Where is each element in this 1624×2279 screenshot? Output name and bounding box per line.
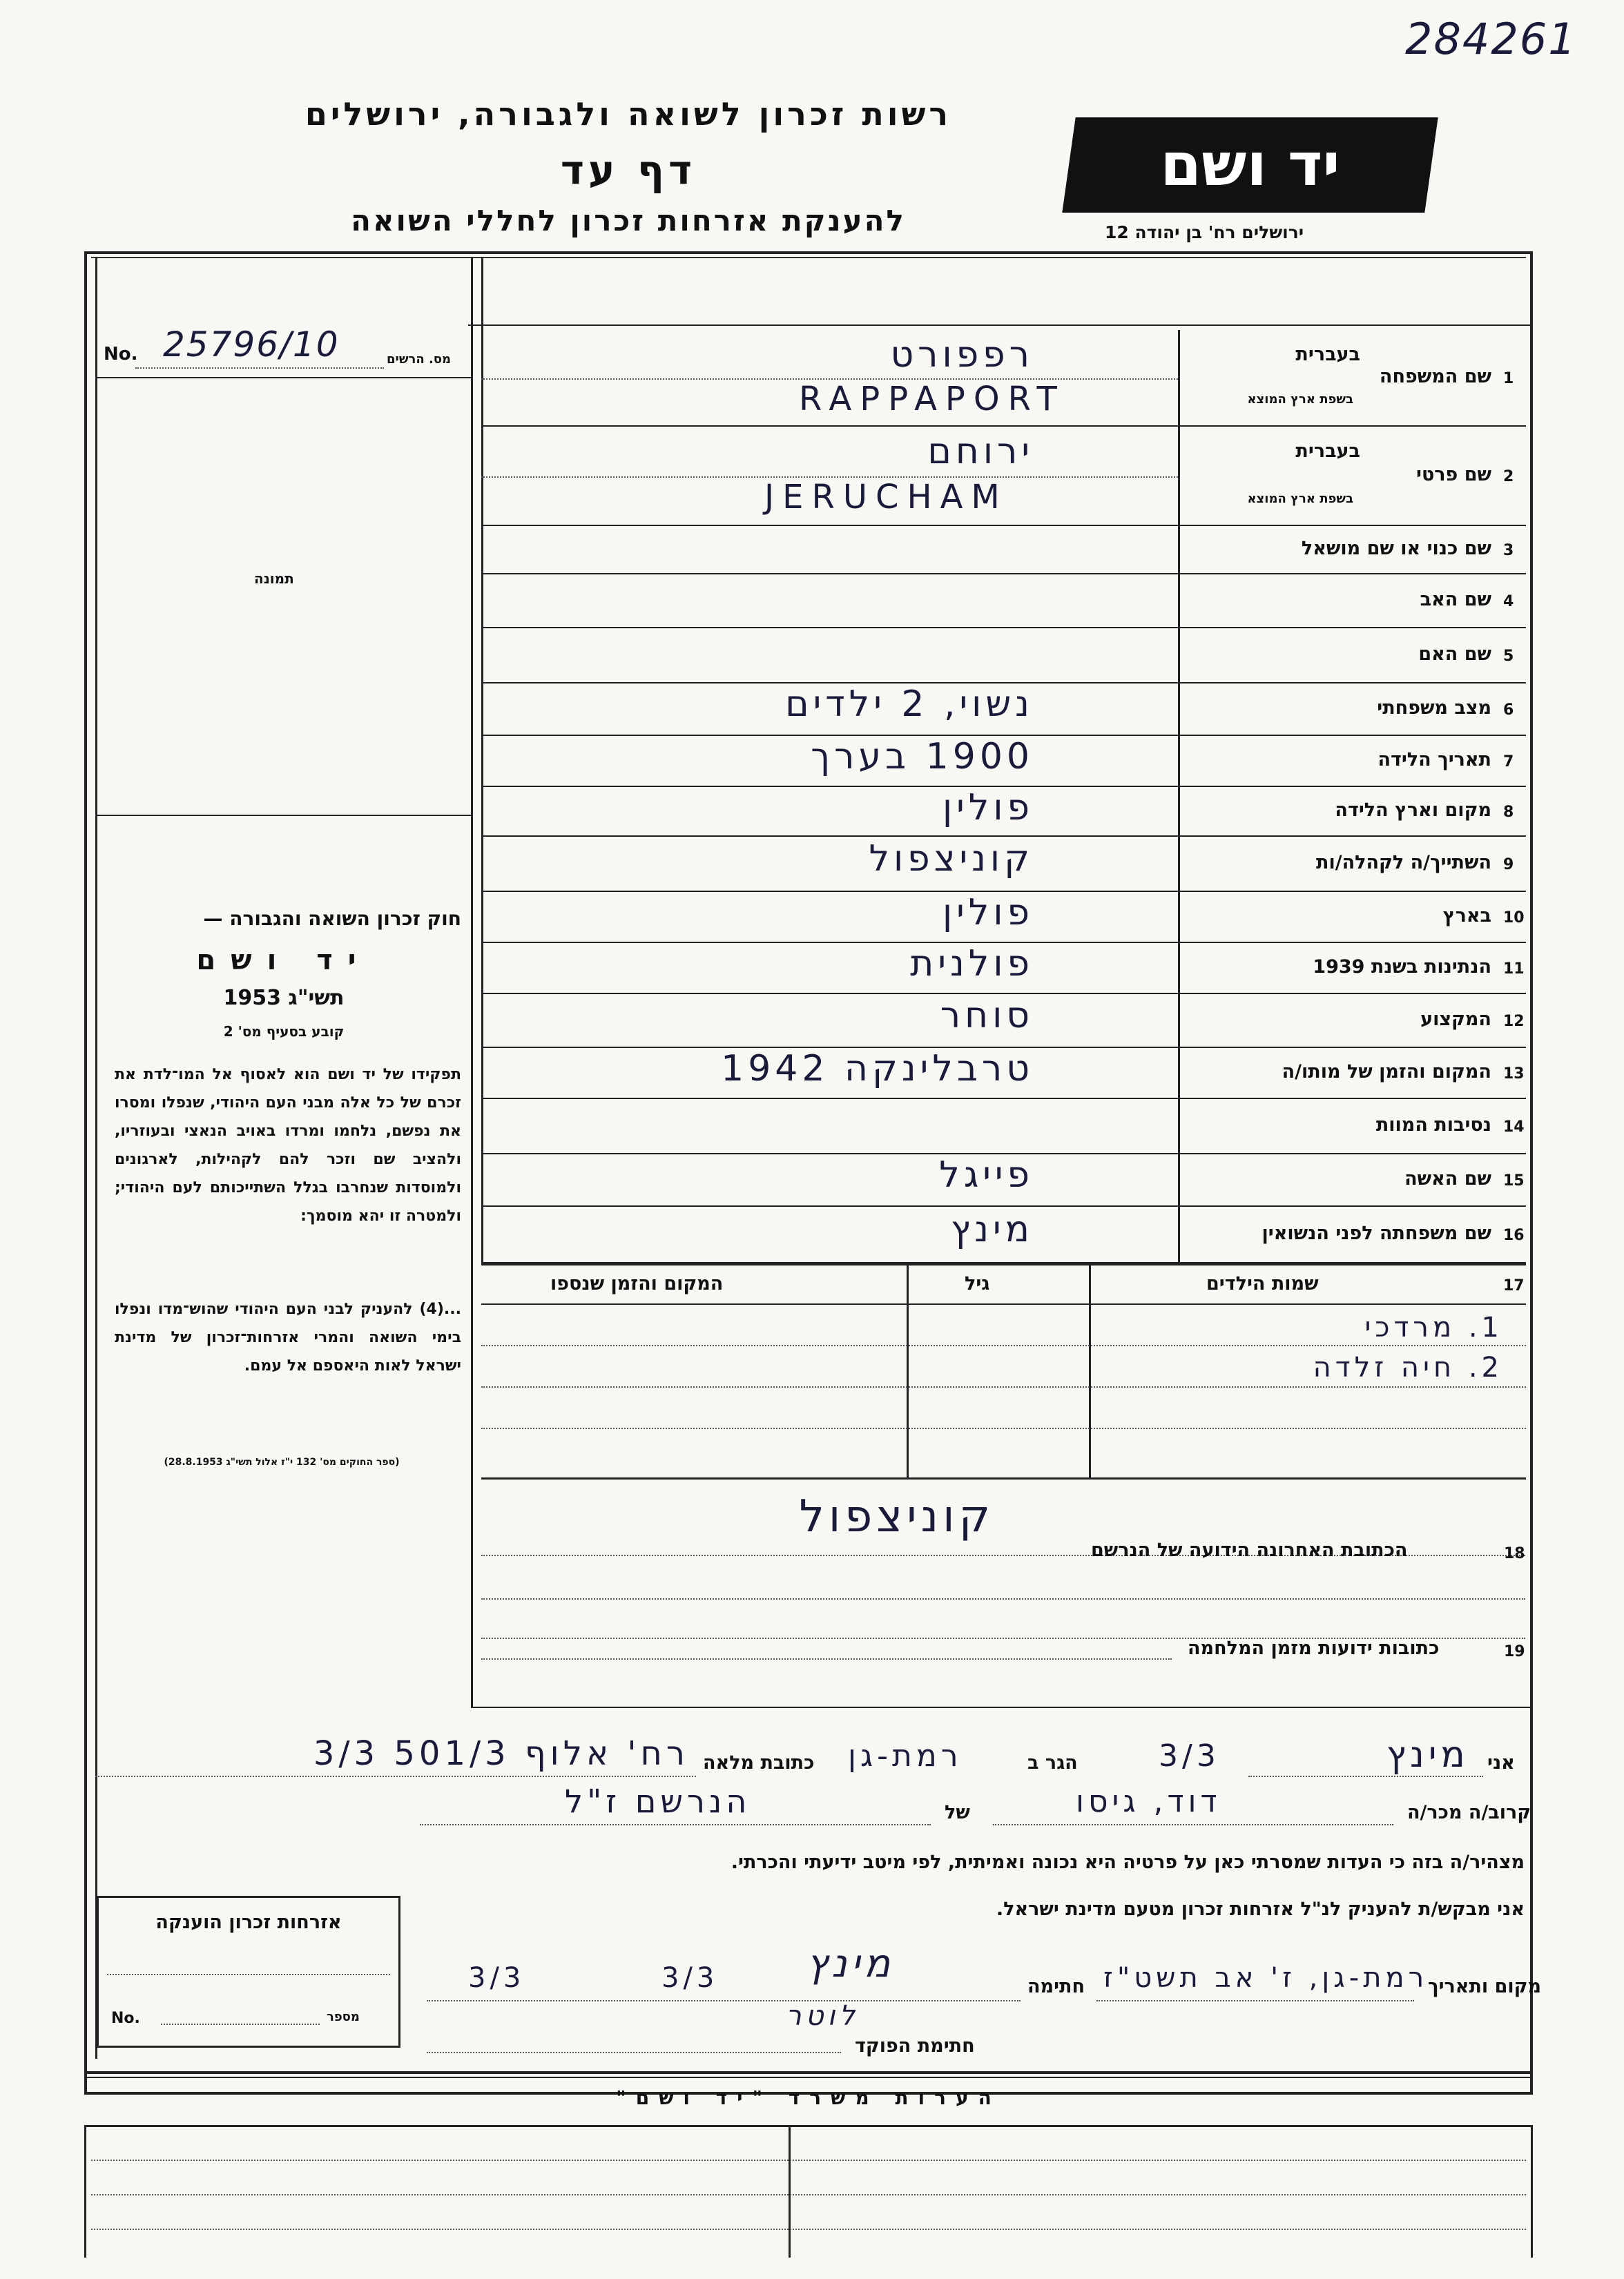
row-label: שם כנוי או שם מושאל [1301, 538, 1491, 559]
logo-address: ירושלים רח' בן יהודה 12 [1105, 222, 1304, 242]
resides-label: הגר ב [1027, 1752, 1078, 1774]
archive-number: 284261 [1405, 14, 1577, 64]
relation-value: דוד, גיסו [1076, 1784, 1221, 1819]
row-value: מינץ [951, 1209, 1034, 1250]
form-row-8 [481, 787, 1526, 837]
officer-signature-label: חתימת הפוקד [855, 2035, 975, 2057]
form-title: דף עד [560, 146, 697, 193]
row-label: מצב משפחתי [1377, 697, 1491, 719]
citizenship-box [97, 1896, 400, 2048]
child-name: 1. מרדכי [1364, 1312, 1503, 1344]
row-value: נשוי, 2 ילדים [785, 683, 1034, 725]
row-label: המקצוע [1420, 1009, 1491, 1030]
declarant-name: מינץ [1386, 1734, 1469, 1776]
row-label: בארץ [1442, 905, 1491, 927]
children-section [481, 1263, 1526, 1491]
law-clause-ref: קובע בסעיף מס' 2 [223, 1023, 345, 1040]
request-text: אני מבקש/ת להעניק לנ"ל אזרחות זכרון מטעם מדינת ישראל. [996, 1899, 1525, 1920]
row-number: 4 [1503, 593, 1514, 610]
form-row-4 [481, 574, 1526, 628]
officer-signature: לוטר [786, 2000, 860, 2032]
row-value-latin: RAPPAPORT [799, 380, 1065, 418]
photo-label: תמונה [254, 570, 294, 587]
row-label: שם האשה [1404, 1168, 1491, 1190]
place-date-label: מקום ותאריך [1428, 1976, 1542, 1997]
registration-label-he: מס. הרשים [387, 352, 452, 367]
last-address-label: הכתובת האחרונה הידועה של הנרשם [1091, 1540, 1408, 1561]
row-label: תאריך הלידה [1378, 749, 1491, 770]
row-value: קוניצפול [869, 838, 1034, 880]
logo-text: יד ושם [1160, 130, 1340, 200]
row-number: 2 [1503, 468, 1514, 485]
row-number: 10 [1503, 909, 1525, 927]
form-row-11 [481, 943, 1526, 994]
row-number: 14 [1503, 1118, 1525, 1136]
law-footnote: (ספר החוקים מס' 132 י"ז אלול תשי"ג 28.8.1953) [164, 1457, 400, 1468]
registration-label-en: No. [104, 344, 138, 365]
declarant-city: רמת-גן [848, 1738, 963, 1774]
row-number: 8 [1503, 804, 1514, 821]
row-number: 1 [1503, 370, 1514, 387]
war-addresses-number: 19 [1504, 1643, 1525, 1660]
form-row-10 [481, 892, 1526, 943]
last-address-value: קוניצפול [799, 1491, 994, 1542]
form-row-5 [481, 628, 1526, 683]
yad-vashem-logo [1062, 117, 1438, 213]
authority-title: רשות זכרון לשואה ולגבורה, ירושלים [304, 95, 952, 133]
law-text-2: ...(4) להעניק לבני העם היהודי שהוש־מדו ונפלו בימי השואה והמרי אזרחות־זכרון של מדינת ישראל לאות היאספם אל עמם. [115, 1301, 461, 1375]
row-value-hebrew: ירוחם [927, 431, 1034, 472]
last-address-number: 18 [1504, 1545, 1525, 1562]
row-value: פולין [942, 787, 1034, 828]
signature-number: 3/3 [661, 1962, 719, 1994]
office-notes [84, 2071, 1533, 2265]
form-row-7 [481, 736, 1526, 787]
of-value: הנרשם ז"ל [565, 1783, 751, 1820]
row-label: נסיבות המוות [1375, 1114, 1491, 1136]
citizenship-label-en: No. [111, 2010, 140, 2027]
row-number: 3 [1503, 542, 1514, 559]
row-number: 13 [1503, 1065, 1525, 1083]
row-label: שם האם [1418, 643, 1491, 665]
row-value: פולין [942, 892, 1034, 933]
form-row-12 [481, 994, 1526, 1048]
row-value: סוחר [940, 995, 1034, 1036]
full-address: רח' אלוף 501/3 3/3 [313, 1734, 689, 1773]
row-value: טרבלינקה 1942 [721, 1048, 1034, 1089]
row-value: פייגל [939, 1154, 1034, 1196]
row-label: שם משפחתה לפני הנשואין [1262, 1223, 1491, 1244]
row-label: שם המשפחה [1379, 366, 1491, 387]
row-label: שם האב [1420, 589, 1491, 610]
form-row-15 [481, 1154, 1526, 1207]
row-label: השתייך/ה לקהלה/ות [1316, 852, 1491, 873]
row-value: 1900 בערך [811, 736, 1034, 777]
row-label: המקום והזמן של מותו/ה [1282, 1061, 1491, 1083]
full-address-label: כתובת מלאה [703, 1752, 815, 1774]
side-number: 3/3 [468, 1962, 525, 1994]
law-year: תשי"ג 1953 [223, 986, 345, 1010]
form-row-9 [481, 837, 1526, 892]
form-row-13 [481, 1048, 1526, 1099]
signature-value: מינץ [806, 1941, 895, 1986]
row-number: 5 [1503, 648, 1514, 665]
child-name: 2. חיה זלדה [1313, 1352, 1503, 1384]
place-date-value: רמת-גן, ז' אב תשט"ז [1103, 1962, 1429, 1994]
row-value-hebrew: רפפורט [890, 334, 1034, 376]
row-sub-label-hebrew: בעברית [1295, 344, 1360, 365]
form-row-3 [481, 526, 1526, 574]
row-number: 12 [1503, 1013, 1525, 1030]
form-row-14 [481, 1099, 1526, 1154]
children-place-header: המקום והזמן שנספו [550, 1273, 724, 1294]
citizenship-label-he: מספר [327, 2010, 360, 2024]
photo-placeholder [102, 384, 465, 808]
of-label: של [945, 1802, 970, 1823]
registration-number: 25796/10 [163, 324, 340, 365]
row-value-latin: JERUCHAM [764, 478, 1008, 516]
form-subtitle: להענקת אזרחות זכרון לחללי השואה [351, 204, 906, 237]
office-notes-title: הערות משרד "יד ושם" [616, 2086, 1001, 2109]
row-label: שם פרטי [1416, 464, 1491, 485]
children-names-header: שמות הילדים [1206, 1273, 1319, 1294]
form-row-6 [481, 683, 1526, 736]
row-number: 15 [1503, 1172, 1525, 1190]
law-name: יד ושם [196, 944, 371, 976]
war-addresses-label: כתובות ידועות מזמן המלחמה [1188, 1638, 1440, 1659]
law-title: חוק זכרון השואה והגבורה — [203, 907, 461, 930]
row-value: פולנית [910, 943, 1034, 985]
declarant-ani-label: אני [1487, 1752, 1515, 1774]
form-row-1 [481, 330, 1526, 427]
relative-label: קרוב/ה מכר/ה [1407, 1802, 1531, 1823]
row-number: 16 [1503, 1227, 1525, 1244]
row-number: 7 [1503, 753, 1514, 770]
row-number: 6 [1503, 701, 1514, 719]
declaration-text: מצהיר/ה בזה כי העדות שמסרתי כאן על פרטיה היא נכונה ואמיתית, לפי מיטב ידיעתי והכרתי. [731, 1852, 1525, 1873]
children-row-number: 17 [1503, 1277, 1525, 1294]
declarant-house: 3/3 [1159, 1738, 1220, 1774]
row-number: 9 [1503, 856, 1514, 873]
row-sub-label-origin: בשפת ארץ המוצא [1247, 392, 1353, 407]
children-age-header: גיל [965, 1273, 990, 1294]
row-sub-label-hebrew: בעברית [1295, 440, 1360, 462]
law-text-1: תפקידו של יד ושם הוא לאסוף אל המו־לדת את זכרם של כל אלה מבני העם היהודי, שנפלו ומסרו את נפשם, נלחמו ומרדו באויב הנאצי ובעוזריו, ולהציב שם וזכר להם לקהילות, לארגונים ולמוסדות שנחרבו בגלל השתייכותם לעם היהודי; ולמטרה זו יהא מוסמך: [115, 1066, 461, 1225]
row-label: מקום וארץ הלידה [1335, 799, 1491, 821]
law-box [102, 822, 465, 1498]
form-row-16 [481, 1207, 1526, 1263]
row-number: 11 [1503, 960, 1525, 978]
row-sub-label-origin: בשפת ארץ המוצא [1247, 492, 1353, 506]
row-label: הנתינות בשנת 1939 [1313, 956, 1491, 978]
signature-label: חתימה [1027, 1976, 1085, 1997]
frame-inner-top [91, 257, 1526, 258]
citizenship-title: אזרחות זכרון הוענקה [155, 1912, 342, 1933]
form-row-2 [481, 427, 1526, 526]
